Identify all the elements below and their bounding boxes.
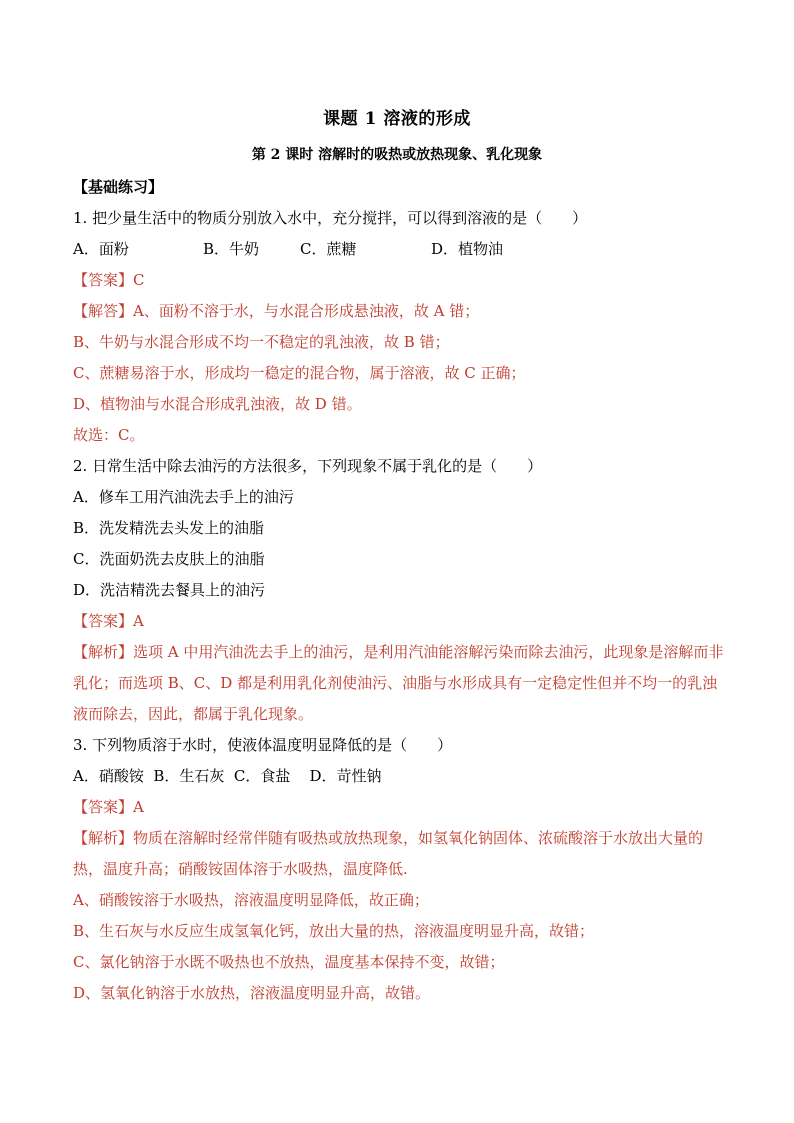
page-subtitle: 第 2 课时 溶解时的吸热或放热现象、乳化现象 [251, 147, 543, 163]
q3-options: A．硝酸铵 B．生石灰 C．食盐 D．苛性钠 [73, 767, 382, 785]
q3-stem: 3. 下列物质溶于水时，使液体温度明显降低的是（ ） [73, 736, 453, 754]
q2-analysis-paragraph [73, 637, 725, 730]
q1-analysis-4: D、植物油与水混合形成乳浊液，故 D 错。 [73, 395, 362, 413]
q1-analysis-1: A、面粉不溶于水，与水混合形成悬浊液，故 A 错； [133, 302, 480, 320]
q2-answer-tag: 【答案】 [73, 612, 134, 630]
q3-analysis-1: A、硝酸铵溶于水吸热，溶液温度明显降低，故正确； [73, 891, 429, 909]
q1-option-c: C．蔗糖 [300, 240, 357, 258]
q3-answer: A [133, 798, 144, 816]
q2-option-d: D．洗洁精洗去餐具上的油污 [73, 581, 266, 599]
q1-option-a: A．面粉 [73, 240, 129, 258]
q2-option-a: A．修车工用汽油洗去手上的油污 [73, 488, 294, 506]
page-title: 课题 1 溶液的形成 [323, 109, 471, 129]
q3-answer-line [73, 792, 725, 823]
q1-conclusion: 故选：C。 [73, 426, 145, 444]
q1-analysis-3: C、蔗糖易溶于水，形成均一稳定的混合物，属于溶液，故 C 正确； [73, 364, 526, 382]
q3-analysis-3: C、氯化钠溶于水既不吸热也不放热，温度基本保持不变，故错； [73, 953, 505, 971]
q1-analysis-line [73, 296, 725, 327]
q2-analysis-tag: 【解析】 [73, 643, 134, 661]
q2-option-b: B．洗发精洗去头发上的油脂 [73, 519, 265, 537]
q1-option-b: B．牛奶 [203, 240, 260, 258]
q1-options [73, 234, 725, 265]
q1-analysis-tag: 【解答】 [73, 302, 134, 320]
section-label: 【基础练习】 [73, 178, 164, 196]
q2-stem: 2. 日常生活中除去油污的方法很多，下列现象不属于乳化的是（ ） [73, 457, 543, 475]
document-body [73, 172, 725, 1009]
q1-stem: 1. 把少量生活中的物质分别放入水中，充分搅拌，可以得到溶液的是（ ） [73, 209, 588, 227]
q3-answer-tag: 【答案】 [73, 798, 134, 816]
q1-analysis-2: B、牛奶与水混合形成不均一不稳定的乳浊液，故 B 错； [73, 333, 450, 351]
q3-analysis-paragraph [73, 823, 725, 885]
q1-option-d: D．植物油 [431, 240, 504, 258]
q3-analysis: 物质在溶解时经常伴随有吸热或放热现象，如氢氧化钠固体、浓硫酸溶于水放出大量的热，温度升高；硝酸铵固体溶于水吸热，温度降低. [73, 829, 704, 878]
q2-option-c: C．洗面奶洗去皮肤上的油脂 [73, 550, 265, 568]
q3-analysis-2: B、生石灰与水反应生成氢氧化钙，放出大量的热，溶液温度明显升高，故错； [73, 922, 595, 940]
q1-answer-tag: 【答案】 [73, 271, 134, 289]
q1-answer-line [73, 265, 725, 296]
q2-answer: A [133, 612, 144, 630]
q2-analysis: 选项 A 中用汽油洗去手上的油污，是利用汽油能溶解污染而除去油污，此现象是溶解而非乳化；而选项 B、C、D 都是利用乳化剂使油污、油脂与水形成具有一定稳定性但并不均一的乳浊液而除去，因此，都属于乳化现象。 [73, 643, 724, 723]
q2-answer-line [73, 606, 725, 637]
q3-analysis-4: D、氢氧化钠溶于水放热，溶液温度明显升高，故错。 [73, 984, 431, 1002]
q3-analysis-tag: 【解析】 [73, 829, 134, 847]
q1-answer: C [133, 271, 145, 289]
